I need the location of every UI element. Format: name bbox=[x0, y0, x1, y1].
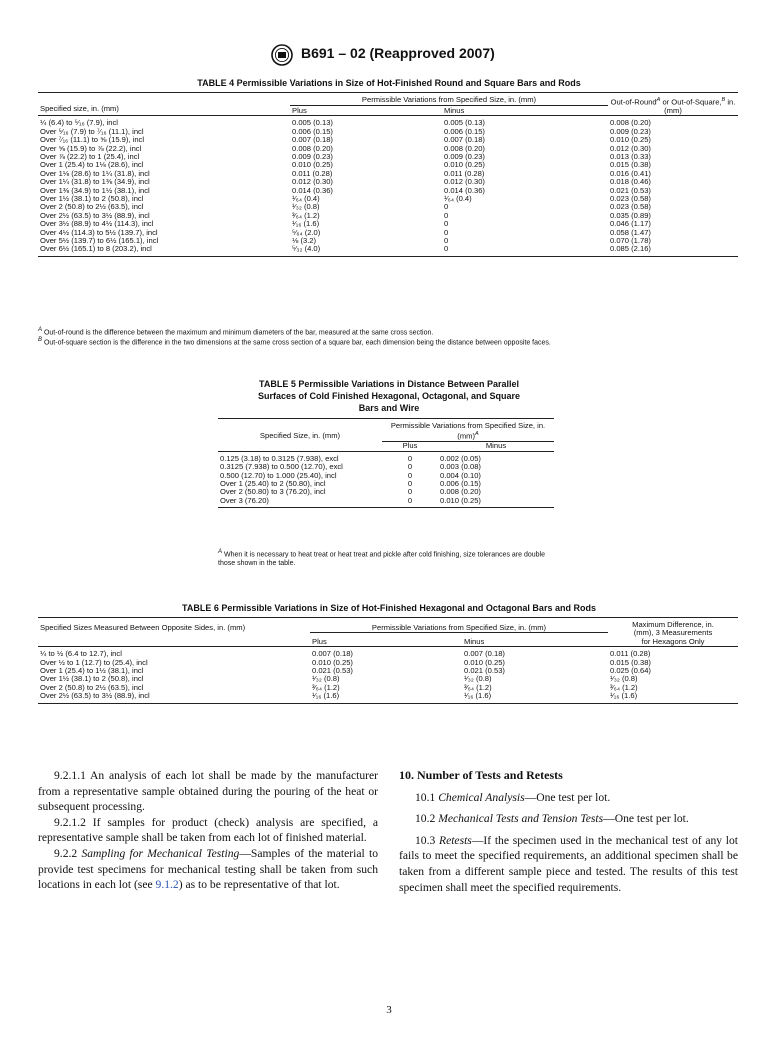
table-cell: Over ½ to 1 (12.7) to (25.4), incl bbox=[40, 657, 148, 667]
table-cell: 0.010 (0.25) bbox=[312, 657, 353, 667]
table-cell: 0 bbox=[444, 219, 449, 229]
table-row bbox=[218, 497, 554, 508]
table-cell: 0.3125 (7.938) to 0.500 (12.70), excl bbox=[220, 462, 343, 472]
table-cell: 0.021 (0.53) bbox=[610, 185, 651, 195]
table-cell: 0.023 (0.58) bbox=[610, 202, 651, 212]
table5-note-a: $^A$ When it is necessary to heat treat or heat treat and pickle after cold finishing, size tolerances are double those shown in the table. bbox=[218, 549, 545, 567]
table4-note-a: $^A$ Out-of-round is the difference between the maximum and minimum diameters of the bar, measured at the same cross section. bbox=[38, 327, 434, 337]
table-cell: 0 bbox=[407, 487, 413, 497]
table-cell: Over 1 (25.40) to 2 (50.80), incl bbox=[220, 478, 326, 488]
table4-col-size: Specified size, in. (mm) bbox=[38, 93, 290, 116]
table-cell: 0.009 (0.23) bbox=[444, 151, 485, 161]
para-9-2-2: 9.2.2 Sampling for Mechanical Testing—Samples of the material to provide test specimens for mechanical testing shall be taken from such locations in each lot (see 9.1.2) as to be representative of that lot. bbox=[38, 846, 378, 892]
table-cell: 0.010 (0.25) bbox=[444, 160, 485, 170]
table-cell: ¼ to ½ (6.4 to 12.7), incl bbox=[40, 649, 122, 659]
astm-logo-icon bbox=[271, 44, 293, 66]
table-cell: 0.014 (0.36) bbox=[444, 185, 485, 195]
table-cell: ⅛ (3.2) bbox=[292, 236, 317, 246]
table4 bbox=[38, 92, 738, 257]
table4-col-out: Out-of-Round$^A$ or Out-of-Square,$^B$ in. (mm) bbox=[608, 93, 738, 116]
table-cell: 0.005 (0.13) bbox=[292, 118, 333, 128]
table6-col-size: Specified Sizes Measured Between Opposite Sides, in. (mm) bbox=[38, 618, 310, 647]
table-cell: Over 5½ (139.7) to 6½ (165.1), incl bbox=[40, 236, 159, 246]
right-text-column bbox=[399, 768, 738, 895]
table-cell: Over 3 (76.20) bbox=[220, 495, 269, 505]
section-9-1-2-link[interactable]: 9.1.2 bbox=[155, 878, 179, 892]
table-cell: 0.005 (0.13) bbox=[444, 118, 485, 128]
table-cell: Over 1⅜ (34.9) to 1½ (38.1), incl bbox=[40, 185, 150, 195]
table-cell: 0.003 (0.08) bbox=[440, 462, 481, 472]
table-cell: Over ⁷⁄₁₆ (11.1) to ⅝ (15.9), incl bbox=[40, 135, 145, 145]
para-9-2-1-1: 9.2.1.1 An analysis of each lot shall be made by the manufacturer from a representative sample obtained during the pouring of the heat or subsequent processing. bbox=[38, 769, 378, 814]
table-cell: 0.007 (0.18) bbox=[292, 135, 333, 145]
table-row bbox=[38, 647, 738, 659]
table-cell: 0.011 (0.28) bbox=[610, 649, 651, 659]
table-cell: 0 bbox=[444, 244, 449, 254]
table-cell: Over 4½ (114.3) to 5½ (139.7), incl bbox=[40, 227, 158, 237]
table-row bbox=[38, 245, 738, 256]
table-cell: 0.023 (0.58) bbox=[610, 194, 651, 203]
table-cell: 0.035 (0.89) bbox=[610, 210, 651, 220]
table-cell: 0.007 (0.18) bbox=[444, 135, 485, 145]
table5 bbox=[218, 418, 554, 508]
table-cell: Over 2 (50.8) to 2½ (63.5), incl bbox=[40, 202, 144, 212]
table6-col-minus: Minus bbox=[462, 633, 608, 647]
table-cell: 0.125 (3.18) to 0.3125 (7.938), excl bbox=[220, 453, 339, 463]
table-cell: ¹⁄₆₄ (0.4) bbox=[292, 194, 320, 203]
table-cell: ¹⁄₃₂ (0.8) bbox=[312, 674, 340, 684]
table-cell: 0.007 (0.18) bbox=[312, 649, 353, 659]
table-cell: 0 bbox=[407, 453, 413, 463]
table-cell: 0 bbox=[444, 210, 449, 220]
table-cell: 0.015 (0.38) bbox=[610, 657, 651, 667]
table5-title: TABLE 5 Permissible Variations in Distance Between Parallel Surfaces of Cold Finished Hexagonal, Octagonal, and Square Bars and Wire bbox=[257, 379, 521, 413]
table-cell: 0.011 (0.28) bbox=[444, 168, 485, 178]
table-cell: Over 1¼ (31.8) to 1⅜ (34.9), incl bbox=[40, 177, 150, 187]
table-cell: ¹⁄₃₂ (0.8) bbox=[292, 202, 320, 212]
table-cell: ³⁄₆₄ (1.2) bbox=[292, 210, 320, 220]
table-cell: 0.016 (0.41) bbox=[610, 168, 651, 178]
table-cell: 0.021 (0.53) bbox=[312, 666, 353, 676]
table-cell: 0.021 (0.53) bbox=[464, 666, 505, 676]
table-cell: 0.058 (1.47) bbox=[610, 227, 651, 237]
table-cell: 0 bbox=[444, 227, 449, 237]
table-cell: 0.009 (0.23) bbox=[292, 151, 333, 161]
table-cell: 0 bbox=[407, 495, 413, 505]
table-cell: Over ⅝ (15.9) to ⅞ (22.2), incl bbox=[40, 143, 142, 153]
table-cell: ³⁄₆₄ (1.2) bbox=[610, 682, 638, 692]
table-cell: 0.004 (0.10) bbox=[440, 470, 481, 480]
table-cell: 0 bbox=[444, 202, 449, 212]
table-cell: 0.007 (0.18) bbox=[464, 649, 505, 659]
table-cell: 0.006 (0.15) bbox=[292, 126, 333, 136]
table-cell: 0.070 (1.78) bbox=[610, 236, 651, 246]
table-cell: ¹⁄₃₂ (0.8) bbox=[610, 674, 638, 684]
table-cell: Over ⁵⁄₁₆ (7.9) to ⁷⁄₁₆ (11.1), incl bbox=[40, 126, 144, 136]
table-cell: 0.011 (0.28) bbox=[292, 168, 333, 178]
table-cell: 0.046 (1.17) bbox=[610, 219, 651, 229]
table-cell: 0.025 (0.64) bbox=[610, 666, 651, 676]
table-cell: Over 2 (50.80) to 3 (76.20), incl bbox=[220, 487, 326, 497]
table-cell: ³⁄₆₄ (1.2) bbox=[312, 682, 340, 692]
table-cell: ¹⁄₃₂ (0.8) bbox=[464, 674, 492, 684]
table-cell: 0.013 (0.33) bbox=[610, 151, 651, 161]
page-header bbox=[0, 44, 778, 66]
table-cell: Over 3½ (88.9) to 4½ (114.3), incl bbox=[40, 219, 154, 229]
table-cell: 0.008 (0.20) bbox=[292, 143, 333, 153]
table6-col-plus: Plus bbox=[310, 633, 462, 647]
table-cell: 0 bbox=[407, 470, 413, 480]
table-cell: Over 1½ (38.1) to 2 (50.8), incl bbox=[40, 194, 144, 203]
table-cell: ³⁄₆₄ (1.2) bbox=[464, 682, 492, 692]
table-cell: ¹⁄₁₆ (1.6) bbox=[292, 219, 320, 229]
table-cell: Over 1½ (38.1) to 2 (50.8), incl bbox=[40, 674, 144, 684]
table-cell: 0.010 (0.25) bbox=[610, 135, 651, 145]
table-cell: 0.009 (0.23) bbox=[610, 126, 651, 136]
table-cell: Over 2 (50.8) to 2½ (63.5), incl bbox=[40, 682, 144, 692]
table4-note-b: $^B$ Out-of-square section is the difference in the two dimensions at the same cross section of a square bar, each dimension being the distance between opposite faces. bbox=[38, 337, 551, 347]
table-cell: 0.008 (0.20) bbox=[440, 487, 481, 497]
table-cell: 0 bbox=[407, 478, 413, 488]
section-10-heading: 10. Number of Tests and Retests bbox=[399, 768, 563, 782]
table-cell: 0.012 (0.30) bbox=[444, 177, 485, 187]
para-10-1: 10.1 Chemical Analysis—One test per lot. bbox=[415, 790, 611, 804]
table-cell: Over 2½ (63.5) to 3½ (88.9), incl bbox=[40, 210, 150, 220]
table5-col-perm: Permissible Variations from Specified Size, in. (mm)$^A$ bbox=[390, 421, 546, 441]
table6-title: TABLE 6 Permissible Variations in Size of Hot-Finished Hexagonal and Octagonal Bars and Rods bbox=[182, 603, 596, 613]
table-cell: 0.015 (0.38) bbox=[610, 160, 651, 170]
table-cell: ¹⁄₁₆ (1.6) bbox=[312, 691, 340, 701]
table-row bbox=[38, 692, 738, 703]
table-cell: 0.008 (0.20) bbox=[444, 143, 485, 153]
table4-col-perm: Permissible Variations from Specified Size, in. (mm) bbox=[361, 95, 537, 105]
table-row bbox=[38, 116, 738, 128]
table-cell: 0.006 (0.15) bbox=[444, 126, 485, 136]
table4-col-minus: Minus bbox=[442, 105, 608, 116]
table-cell: ⁵⁄₃₂ (4.0) bbox=[292, 244, 321, 254]
page-number: 3 bbox=[386, 1004, 392, 1016]
table-cell: 0.012 (0.30) bbox=[610, 143, 651, 153]
table-cell: ¹⁄₁₆ (1.6) bbox=[464, 691, 492, 701]
table-cell: 0.010 (0.25) bbox=[292, 160, 333, 170]
standard-designation: B691 – 02 (Reapproved 2007) bbox=[301, 45, 495, 61]
table-cell: 0 bbox=[407, 462, 413, 472]
table-cell: 0.500 (12.70) to 1.000 (25.40), incl bbox=[220, 470, 337, 480]
table-cell: 0.010 (0.25) bbox=[440, 495, 481, 505]
table-cell: 0 bbox=[444, 236, 449, 246]
table-cell: Over 1 (25.4) to 1½ (38.1), incl bbox=[40, 666, 144, 676]
table-cell: Over 1 (25.4) to 1⅛ (28.6), incl bbox=[40, 160, 144, 170]
table-cell: 0.012 (0.30) bbox=[292, 177, 333, 187]
table6-col-perm: Permissible Variations from Specified Size, in. (mm) bbox=[371, 622, 547, 632]
table5-col-size: Specified Size, in. (mm) bbox=[218, 419, 382, 452]
para-10-2: 10.2 Mechanical Tests and Tension Tests—One test per lot. bbox=[415, 812, 689, 826]
table-cell: Over 2½ (63.5) to 3½ (88.9), incl bbox=[40, 691, 150, 701]
table-cell: ¼ (6.4) to ⁵⁄₁₆ (7.9), incl bbox=[40, 118, 118, 128]
table-cell: 0.010 (0.25) bbox=[464, 657, 505, 667]
table5-col-minus: Minus bbox=[438, 442, 554, 451]
table6 bbox=[38, 617, 738, 704]
table-cell: Over 6½ (165.1) to 8 (203.2), incl bbox=[40, 244, 152, 254]
table-cell: 0.018 (0.46) bbox=[610, 177, 651, 187]
table-cell: ¹⁄₁₆ (1.6) bbox=[610, 691, 638, 701]
table-cell: 0.008 (0.20) bbox=[610, 118, 651, 128]
table-cell: Over ⅞ (22.2) to 1 (25.4), incl bbox=[40, 151, 140, 161]
table4-title: TABLE 4 Permissible Variations in Size of Hot-Finished Round and Square Bars and Rods bbox=[197, 78, 581, 88]
table-cell: 0.085 (2.16) bbox=[610, 244, 651, 254]
table-cell: Over 1⅛ (28.6) to 1¼ (31.8), incl bbox=[40, 168, 150, 178]
table-cell: 0.002 (0.05) bbox=[440, 453, 481, 463]
para-9-2-1-2: 9.2.1.2 If samples for product (check) analysis are specified, a representative sample shall be taken from each lot of finished material. bbox=[38, 815, 378, 845]
left-text-column bbox=[38, 768, 378, 893]
table-cell: 0.014 (0.36) bbox=[292, 185, 333, 195]
table-cell: ⁵⁄₆₄ (2.0) bbox=[292, 227, 321, 237]
table5-col-plus: Plus bbox=[382, 442, 438, 451]
para-10-3: 10.3 Retests—If the specimen used in the mechanical test of any lot fails to meet the specified requirements, an additional specimen shall be taken from a different sample piece and tested. The results of this test specimen shall meet the specified requirements. bbox=[399, 833, 738, 894]
table-cell: ¹⁄₆₄ (0.4) bbox=[444, 194, 472, 203]
table4-col-plus: Plus bbox=[290, 105, 442, 116]
table-cell: 0.006 (0.15) bbox=[440, 478, 481, 488]
table6-col-max: Maximum Difference, in. (mm), 3 Measurements for Hexagons Only bbox=[608, 618, 738, 647]
